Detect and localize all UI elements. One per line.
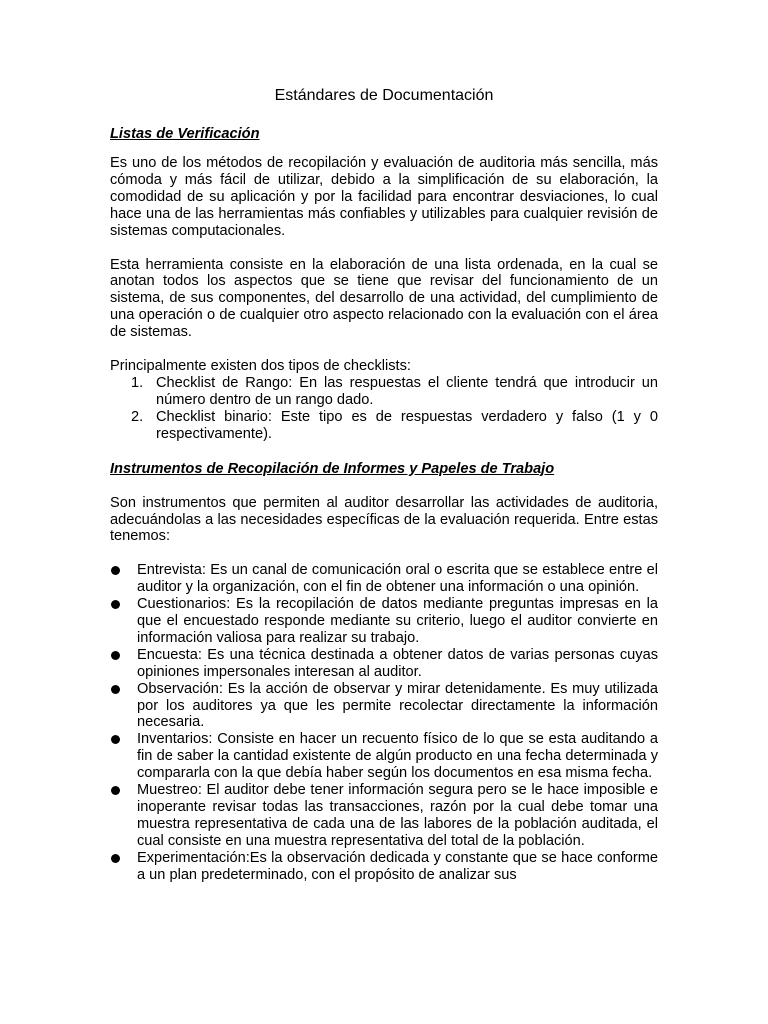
document-page bbox=[110, 86, 658, 884]
bullet-icon bbox=[111, 735, 120, 744]
paragraph-3: Principalmente existen dos tipos de checklists: bbox=[110, 358, 411, 375]
list-item bbox=[110, 850, 658, 884]
list-item bbox=[110, 562, 658, 596]
bullet-icon bbox=[111, 786, 120, 795]
instruments-list bbox=[110, 562, 658, 883]
list-number: 1. bbox=[131, 374, 144, 391]
list-item-text: Entrevista: Es un canal de comunicación oral o escrita que se establece entre el auditor y la organización, con el fin de obtener una información o una opinión. bbox=[137, 562, 658, 596]
paragraph-1: Es uno de los métodos de recopilación y evaluación de auditoria más sencilla, más cómoda y más fácil de utilizar, debido a la simplificación de su elaboración, la comodidad de su aplicación y por la facilidad para encontrar desviaciones, lo cual hace una de las herramientas más confiables y utilizables para cualquier revisión de sistemas computacionales. bbox=[110, 155, 658, 239]
list-item-text: Muestreo: El auditor debe tener información segura pero se le hace imposible e inoperante revisar todas las transacciones, razón por la cual debe tomar una muestra representativa de cada una de las labores de la población auditada, el cual consiste en una muestra representativa del total de la población. bbox=[137, 782, 658, 849]
list-item bbox=[110, 647, 658, 681]
list-item bbox=[110, 731, 658, 782]
document-title: Estándares de Documentación bbox=[274, 87, 494, 104]
bullet-icon bbox=[111, 600, 120, 609]
list-item-text: Inventarios: Consiste en hacer un recuento físico de lo que se esta auditando a fin de saber la cantidad existente de algún producto en una fecha determinada y compararla con la que debía haber según los documentos en esa misma fecha. bbox=[137, 731, 658, 782]
section-heading-instrumentos: Instrumentos de Recopilación de Informes y Papeles de Trabajo bbox=[110, 460, 555, 477]
bullet-icon bbox=[111, 566, 120, 575]
paragraph-intro: Son instrumentos que permiten al auditor desarrollar las actividades de auditoria, adecuándolas a las necesidades específicas de la evaluación requerida. Entre estas tenemos: bbox=[110, 494, 658, 545]
list-item bbox=[110, 596, 658, 647]
list-item-text: Checklist binario: Este tipo es de respuestas verdadero y falso (1 y 0 respectivamente). bbox=[156, 408, 658, 442]
paragraph-2: Esta herramienta consiste en la elaboración de una lista ordenada, en la cual se anotan todos los aspectos que se tiene que revisar del funcionamiento de un sistema, de sus componentes, del desarrollo de una actividad, del cumplimiento de una operación o de cualquier otro aspecto relacionado con la evaluación con el área de sistemas. bbox=[110, 256, 658, 341]
bullet-icon bbox=[111, 854, 120, 863]
list-item bbox=[110, 782, 658, 850]
bullet-icon bbox=[111, 651, 120, 660]
section-heading-listas: Listas de Verificación bbox=[110, 126, 260, 142]
list-item-text: Checklist de Rango: En las respuestas el cliente tendrá que introducir un número dentro de un rango dado. bbox=[156, 374, 658, 408]
list-item-text: Experimentación:Es la observación dedicada y constante que se hace conforme a un plan predeterminado, con el propósito de analizar sus bbox=[137, 849, 658, 883]
list-item-text: Observación: Es la acción de observar y mirar detenidamente. Es muy utilizada por los auditores ya que les permite recolectar directamente la información necesaria. bbox=[137, 680, 658, 731]
list-number: 2. bbox=[131, 408, 144, 425]
list-item bbox=[110, 375, 658, 409]
list-item-text: Encuesta: Es una técnica destinada a obtener datos de varias personas cuyas opiniones impersonales interesan al auditor. bbox=[137, 646, 658, 680]
checklist-types-list bbox=[110, 375, 658, 443]
bullet-icon bbox=[111, 685, 120, 694]
list-item bbox=[110, 409, 658, 443]
list-item-text: Cuestionarios: Es la recopilación de datos mediante preguntas impresas en la que el encuestado responde mediante su criterio, luego el auditor convierte en información valiosa para realizar su trabajo. bbox=[137, 596, 658, 646]
list-item bbox=[110, 681, 658, 732]
